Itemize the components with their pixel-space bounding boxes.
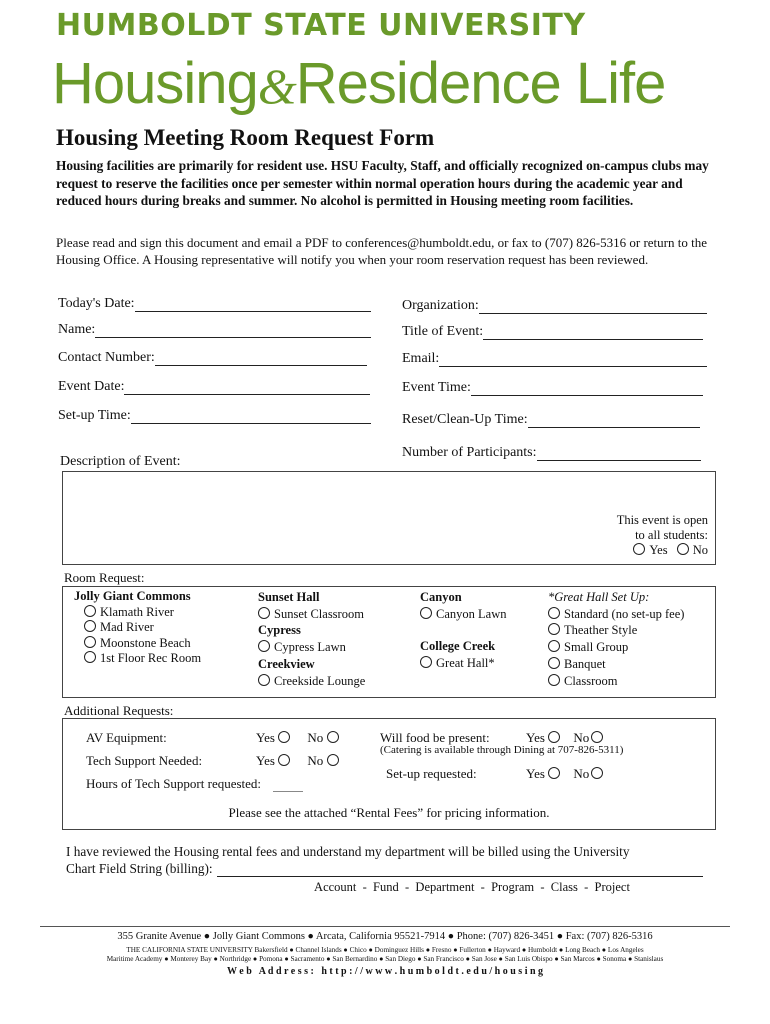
additional-requests-label: Additional Requests: [64, 703, 174, 718]
open-yes-radio[interactable] [633, 543, 645, 555]
creekview-heading: Creekview [258, 656, 315, 671]
sunset-classroom-radio[interactable] [258, 607, 270, 619]
room-option-label: Canyon Lawn [436, 606, 507, 621]
canyon-lawn-radio[interactable] [420, 607, 432, 619]
first-floor-rec-radio[interactable] [84, 651, 96, 663]
open-no-radio[interactable] [677, 543, 689, 555]
event-time-label: Event Time: [402, 380, 471, 395]
great-hall-radio[interactable] [420, 656, 432, 668]
university-name: HUMBOLDT STATE UNIVERSITY [56, 8, 586, 43]
room-option-label: Sunset Classroom [274, 606, 364, 621]
great-hall-setup-heading: *Great Hall Set Up: [548, 590, 650, 604]
footer-web-address[interactable]: W e b A d d r e s s : h t t p : / / w w w . h u m b o l d t . e d u / h o u s i n g [226, 966, 544, 977]
open-event-label-line2: to all students: [635, 528, 708, 542]
billing-line[interactable] [217, 862, 703, 877]
moonstone-beach-radio[interactable] [84, 636, 96, 648]
event-date-label: Event Date: [58, 379, 125, 394]
av-yes-radio[interactable] [278, 731, 290, 743]
no-label: No [307, 753, 324, 768]
ampersand: & [257, 58, 296, 114]
setup-option-label: Theather Style [564, 623, 638, 638]
open-event-label-line1: This event is open [616, 513, 708, 527]
contact-number-label: Contact Number: [58, 350, 155, 365]
contact-number-line[interactable] [155, 351, 367, 366]
title-of-event-field[interactable] [402, 324, 703, 340]
setup-yes-radio[interactable] [548, 767, 560, 779]
no-label: No [573, 766, 590, 781]
todays-date-line[interactable] [135, 297, 371, 312]
av-equipment-label: AV Equipment: [86, 730, 167, 745]
billing-parts: Account - Fund - Department - Program - Class - Project [314, 880, 630, 894]
jolly-giant-heading: Jolly Giant Commons [74, 589, 191, 603]
setup-standard-radio[interactable] [548, 607, 560, 619]
setup-time-line[interactable] [131, 409, 371, 424]
instructions-paragraph: Please read and sign this document and email a PDF to conferences@humboldt.edu, or fax to (707) 826-5316 or return to the Housing Office. A Housing representative will notify you when your room reservation request has been reviewed. [56, 235, 707, 267]
title-of-event-line[interactable] [483, 325, 703, 340]
room-option-label: 1st Floor Rec Room [100, 651, 202, 665]
tech-yes-radio[interactable] [278, 754, 290, 766]
cypress-lawn-radio[interactable] [258, 640, 270, 652]
food-yes-radio[interactable] [548, 731, 560, 743]
tech-hours-field[interactable] [86, 776, 303, 792]
event-date-line[interactable] [124, 380, 370, 395]
tech-support-label: Tech Support Needed: [86, 753, 203, 768]
room-option-label: Mad River [100, 620, 154, 634]
footer-address: 355 Granite Avenue ● Jolly Giant Commons ● Arcata, California 95521-7914 ● Phone: (707) 826-3451 ● Fax: (707) 826-5316 [117, 931, 653, 942]
footer-csu-line2: Maritime Academy ● Monterey Bay ● Northridge ● Pomona ● Sacramento ● San Bernardino ● San Diego ● San Francisco ● San Jose ● San Luis Obispo ● San Marcos ● Sonoma ● Stanislaus [106, 955, 664, 963]
participants-line[interactable] [537, 446, 701, 461]
organization-label: Organization: [402, 298, 479, 313]
title-of-event-label: Title of Event: [402, 324, 484, 339]
canyon-college-creek-group [420, 589, 506, 672]
food-no-radio[interactable] [591, 731, 603, 743]
reset-cleanup-field[interactable] [402, 412, 700, 428]
tech-hours-line[interactable] [273, 777, 303, 792]
email-field[interactable] [402, 351, 707, 367]
setup-option-label: Classroom [564, 673, 618, 688]
no-label: No [307, 730, 324, 745]
name-label: Name: [58, 322, 96, 337]
room-option-label: Moonstone Beach [100, 635, 191, 650]
tech-hours-label: Hours of Tech Support requested: [86, 776, 262, 791]
description-label: Description of Event: [60, 454, 181, 469]
department-name-part1: Housing [52, 51, 258, 116]
setup-requested-options [526, 766, 607, 782]
organization-field[interactable] [402, 298, 707, 314]
form-title: Housing Meeting Room Request Form [56, 125, 435, 150]
tech-no-radio[interactable] [327, 754, 339, 766]
sunset-hall-heading: Sunset Hall [258, 590, 320, 604]
email-label: Email: [402, 351, 440, 366]
setup-theater-radio[interactable] [548, 623, 560, 635]
participants-field[interactable] [402, 445, 701, 461]
room-option-label: Great Hall* [436, 656, 495, 671]
setup-classroom-radio[interactable] [548, 674, 560, 686]
intro-paragraph: Housing facilities are primarily for resident use. HSU Faculty, Staff, and officially recognized on-campus clubs may request to reserve the facilities once per semester within normal operation hours during the academic year and reduced hours during breaks and summer. No alcohol is permitted in Housing meeting room facilities. [56, 158, 709, 208]
room-option-label: Cypress Lawn [274, 640, 346, 655]
agreement-text-line1: I have reviewed the Housing rental fees and understand my department will be billed using the University [66, 844, 630, 859]
jolly-giant-group [74, 589, 201, 667]
event-time-line[interactable] [471, 381, 703, 396]
setup-time-field[interactable] [58, 408, 371, 424]
todays-date-label: Today's Date: [58, 296, 135, 311]
setup-option-label: Standard (no set-up fee) [564, 606, 685, 621]
reset-cleanup-label: Reset/Clean-Up Time: [402, 412, 528, 427]
room-request-label: Room Request: [64, 570, 145, 585]
mad-river-radio[interactable] [84, 620, 96, 632]
billing-label: Chart Field String (billing): [66, 861, 213, 876]
event-time-field[interactable] [402, 380, 703, 396]
setup-time-label: Set-up Time: [58, 408, 131, 423]
catering-note: (Catering is available through Dining at 707-826-5311) [380, 744, 624, 756]
footer-csu-line1: THE CALIFORNIA STATE UNIVERSITY Bakersfield ● Channel Islands ● Chico ● Dominguez Hills ● Fresno ● Fullerton ● Hayward ● Humboldt ● Long Beach ● Los Angeles [126, 946, 644, 954]
no-label: No [573, 730, 590, 745]
organization-line[interactable] [479, 299, 707, 314]
creekside-lounge-radio[interactable] [258, 674, 270, 686]
open-no-label: No [692, 543, 708, 557]
open-event-question [580, 513, 708, 558]
setup-option-label: Small Group [564, 640, 629, 655]
room-option-label: Klamath River [100, 604, 174, 619]
yes-label: Yes [256, 730, 275, 745]
yes-label: Yes [526, 730, 545, 745]
food-label: Will food be present: [380, 730, 490, 745]
tech-support-options [256, 753, 343, 769]
rental-fees-note: Please see the attached “Rental Fees” for pricing information. [228, 805, 550, 820]
great-hall-setup-group [548, 589, 684, 689]
billing-field[interactable] [66, 861, 703, 877]
setup-requested-label: Set-up requested: [386, 766, 477, 781]
name-line[interactable] [95, 323, 371, 338]
event-date-field[interactable] [58, 379, 370, 395]
setup-no-radio[interactable] [591, 767, 603, 779]
setup-banquet-radio[interactable] [548, 657, 560, 669]
name-field[interactable] [58, 322, 371, 338]
klamath-river-radio[interactable] [84, 605, 96, 617]
reset-cleanup-line[interactable] [528, 413, 700, 428]
yes-label: Yes [256, 753, 275, 768]
cypress-heading: Cypress [258, 623, 301, 638]
room-option-label: Creekside Lounge [274, 673, 366, 688]
contact-number-field[interactable] [58, 350, 367, 366]
yes-label: Yes [526, 766, 545, 781]
av-equipment-options [256, 730, 343, 746]
department-name-part2: Residence Life [295, 51, 666, 116]
setup-small-group-radio[interactable] [548, 640, 560, 652]
participants-label: Number of Participants: [402, 445, 537, 460]
department-logo [52, 50, 665, 117]
sunset-cypress-creekview-group [258, 589, 365, 689]
canyon-heading: Canyon [420, 590, 462, 604]
av-no-radio[interactable] [327, 731, 339, 743]
email-line[interactable] [439, 352, 707, 367]
footer-divider [40, 926, 730, 927]
setup-option-label: Banquet [564, 656, 606, 671]
todays-date-field[interactable] [58, 296, 371, 312]
college-creek-heading: College Creek [420, 639, 496, 654]
open-yes-label: Yes [649, 543, 668, 557]
